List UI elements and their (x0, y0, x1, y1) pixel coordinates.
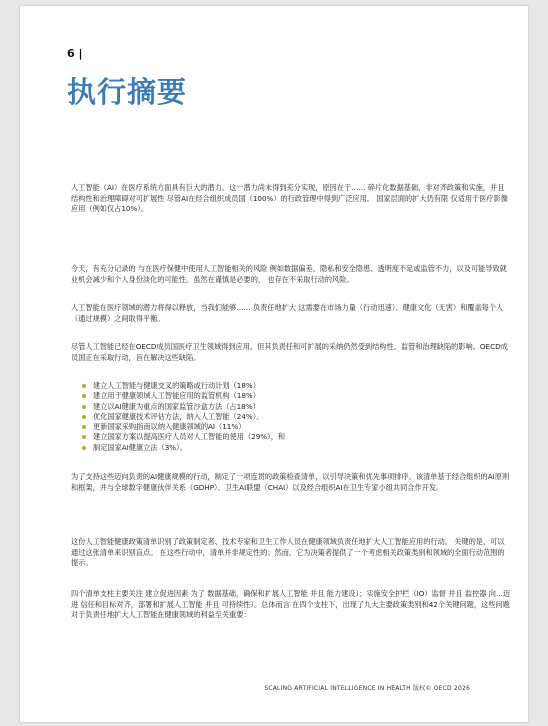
list-item: 建立人工智能与健康交叉的策略或行动计划（18%） (82, 381, 502, 391)
list-item: 建立以AI健康为重点的国家监管沙盒方法（占18%） (82, 402, 502, 412)
page-number: 6 | (67, 47, 83, 60)
paragraph-adoption: 尽管人工智能已经在OECD成员国医疗卫生领域得到应用，但其负责任和可扩展的采纳仍然受到结构性、监管和治理缺陷的影响。OECD成员国正在采取行动，旨在解决这些缺陷。 (71, 342, 508, 362)
list-item: 优化国家健康技术评估方法，纳入人工智能（24%）。 (82, 412, 502, 422)
list-item: 建立国家方案以提高医疗人员对人工智能的使用（29%），和 (82, 432, 502, 442)
page-footer: SCALING ARTIFICIAL INTELLIGENCE IN HEALTH 版权© OECD 2026 (264, 685, 470, 692)
bullet-icon (82, 435, 86, 439)
paragraph-risks: 今天，有充分记录的 与在医疗保健中使用人工智能相关的风险 例如数据偏差、隐私和安全隐患、透明度不足或监管不力，以及可能导致就业机会减少和个人身份淡化的可能性。虽然在谨慎是必要的， 也存在不采取行动的风险。 (71, 264, 507, 284)
list-item: 制定国家AI健康立法（3%）。 (82, 443, 502, 453)
paragraph-checklist: 为了支持这些迈向负责的AI健康规模的行动，制定了一项连贯的政策检查清单，以引导决策和优先事项排序。该清单基于经合组织的AI原则和框架，并与全球数字健康伙伴关系（GDHP）、卫生AI联盟（CHAI）以及经合组织AI在卫生专家小组共同合作开发。 (71, 472, 510, 492)
bullet-icon (82, 415, 86, 419)
paragraph-policy-list: 这份人工智能健康政策清单识别了政策制定者、技术专家和卫生工作人员在健康领域负责任地扩大人工智能应用的行动。 关键的是，可以通过这张清单来识别盲点。 在这些行动中，清单并非规定性的；然而，它为决策者提供了一个考虑相关政策类别和领域的全面行动范围的提示。 (71, 537, 505, 567)
document-page (20, 6, 528, 722)
paragraph-potential: 人工智能在医疗领域的潜力将得以释放，当我们能够…… 负责任地扩大 这需要在市场力量（行动迅速）、健康文化（无害）和覆盖每个人（通过规模）之间取得平衡。 (71, 303, 504, 323)
paragraph-pillars: 四个清单支柱主要关注 建立促进因素 为了 数据基础，确保和扩展人工智能 并且 能力建设）；实施安全护栏（IO）监督 并且 监控器 向...迈进 信任和目标对齐，部署和扩展人工智能 并且 可持续性）。总体而言 在四个支柱下，出现了九大主要政策类别和42个关键问题，这些问题对于负责任地扩大人工智能在健康领域的利益至关重要： (71, 589, 511, 619)
page-title: 执行摘要 (67, 75, 188, 109)
bullet-icon (82, 405, 86, 409)
bullet-icon (82, 384, 86, 388)
action-bullet-list (82, 381, 502, 453)
list-item: 更新国家采购指南以纳入健康领域的AI（11%） (82, 422, 502, 432)
paragraph-intro: 人工智能（AI）在医疗系统方面具有巨大的潜力。这一潜力尚未得到充分实现，原因在于…… 碎片化数据基础，非对齐政策和实施，并且 结构性和治理障碍对可扩展性 尽管AI在经合组织成员国（100%）的行政管理中得到广泛应用。 国家层面的扩大仍有限 仅适用于医疗影像应用（例如仅占10%）。 (71, 183, 508, 213)
bullet-icon (82, 446, 86, 450)
bullet-icon (82, 394, 86, 398)
bullet-icon (82, 425, 86, 429)
list-item: 建立用于健康领域人工智能应用的监管机构（18%） (82, 391, 502, 401)
